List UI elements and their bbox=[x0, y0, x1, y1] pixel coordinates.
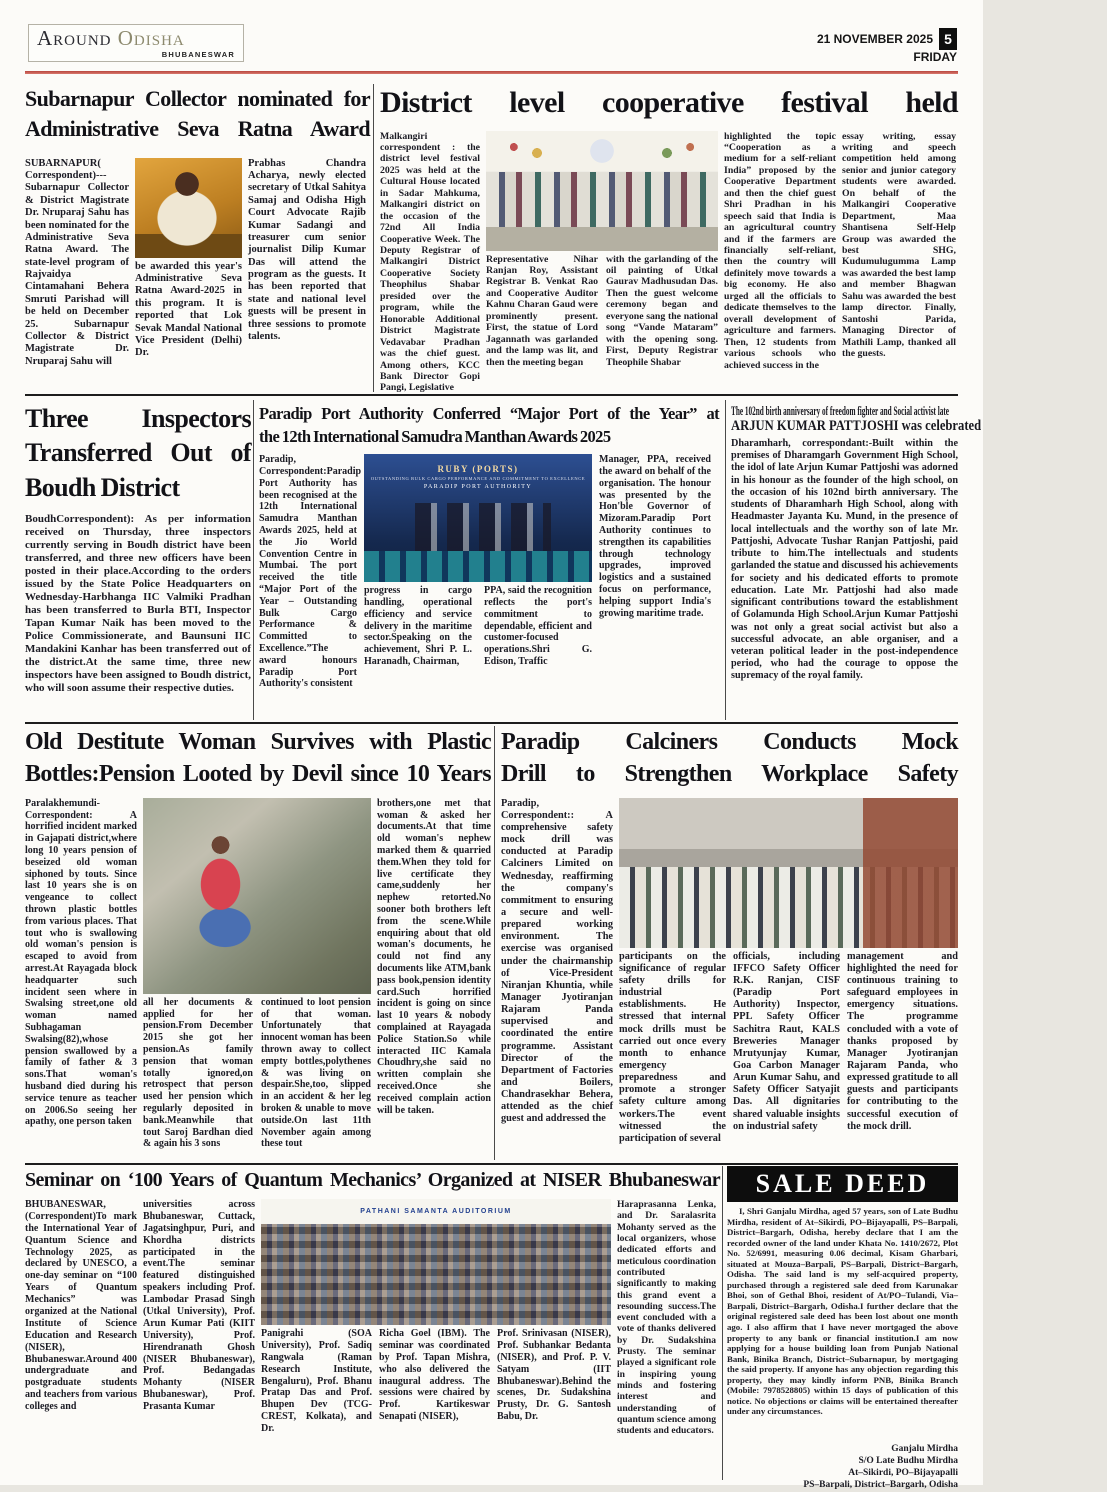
page-number: 5 bbox=[939, 28, 957, 50]
drill-col2: participants on the significance of regular safety drills for industrial establishments. He stressed that internal mock drills must be carried out once every month to enhance emergency preparedness and promote a stronger safety culture among workers.The event witnessed the participation of several bbox=[619, 950, 726, 1144]
cooperative-festival-photo bbox=[486, 131, 718, 251]
drill-body bbox=[501, 798, 958, 1152]
award-middle-col bbox=[135, 158, 242, 378]
article-pattjoshi bbox=[731, 402, 982, 718]
port-under-photo bbox=[364, 585, 592, 713]
article-cooperative bbox=[380, 84, 958, 392]
pension-headline-line2: Bottles:Pension Looted by Devil since 10 Years bbox=[25, 761, 491, 788]
collector-photo bbox=[135, 158, 242, 258]
article-pension bbox=[25, 726, 491, 1160]
sale-deed-notice bbox=[727, 1166, 958, 1490]
brand-city: BHUBANESWAR bbox=[161, 50, 235, 59]
award-col3: Prabhas Chandra Acharya, newly elected secretary of Utkal Sahitya Samaj and Odisha High Court Advocate Rajib Kumar Sadangi and treasurer cum senior journalist Dilip Kumar Das will attend the program as the guests. It has been reported that state and national level guests will be present in three sessions to promote talents. bbox=[248, 157, 366, 342]
pattjoshi-title-wrap bbox=[731, 417, 982, 436]
coop-headline: District level cooperative festival held bbox=[380, 86, 958, 119]
pattjoshi-title: ARJUN KUMAR PATTJOSHI was celebrated bbox=[731, 418, 982, 434]
auditorium-photo bbox=[261, 1199, 611, 1325]
sale-deed-sig4: PS–Barpali, District–Bargarh, Odisha bbox=[803, 1479, 958, 1490]
pension-col4: brothers,one met that woman & asked her documents.At that time old woman's nephew marked them & quarried them.When they told for live certificate they came,suddenly her nephew retorted.No sooner both brothers left from the scene.While enquiring about that old woman's documents, he could not find any documents like ATM,bank pass book,pension identity card.Such horrified incident is going on since last 10 years & nobody complained at Rayagada Police Station.So while interacted IIC Kamala Choudhry,she said no written complain she received.Once she received complain action will be taken. bbox=[377, 797, 491, 1116]
column-rule-mid-right bbox=[725, 400, 726, 720]
column-rule-bottom bbox=[722, 1166, 723, 1480]
brand-around: Around bbox=[37, 26, 118, 50]
article-inspectors bbox=[25, 402, 251, 718]
port-col4: Manager, PPA, received the award on behalf of the organisation. The honour was presented by the Hon'ble Governor of Mizoram.Paradip Port Authority continues to strengthen its capabilities through technology upgrades, improved logistics and a sustained focus on performance, helping support India's growing maritime trade. bbox=[599, 454, 711, 619]
pension-col3: continued to loot pension of that woman. Unfortunately that innocent woman has been thrown away to collect empty bottles,polythenes & was living on despair.She,too, slipped in an accident & her leg broken & unable to move outside.On last 11th November again among these tout bbox=[261, 996, 371, 1150]
quantum-col4: Richa Goel (IBM). The seminar was coordinated by Prof. Tapan Mishra, who also delivered the inaugural address. The sessions were chaired by Prof. Kartikeswar Senapati (NISER), bbox=[379, 1328, 490, 1423]
quantum-col3: Panigrahi (SOA University), Prof. Sadiq Rangwala (Raman Research Institute, Bengaluru), Prof. Bhanu Pratap Das and Prof. Bhupen Dev (TCG-CREST, Kolkata), and Dr. bbox=[261, 1328, 372, 1435]
inspectors-headline-line3: Boudh District bbox=[25, 472, 180, 502]
port-headline-line2: the 12th International Samudra Manthan Awards 2025 bbox=[259, 427, 611, 447]
port-photo-people bbox=[405, 503, 551, 557]
auditorium-crowd bbox=[261, 1224, 611, 1325]
coop-col3: with the garlanding of the oil painting of Utkal Gaurav Madhusudan Das. Then the guest welcome ceremony began and everyone sang the national song “Vande Mataram” with the opening song. First, Deputy Registrar Theophile Shabar bbox=[606, 253, 718, 368]
coop-col1: Malkangiri correspondent : the district level festival 2025 was held at the Cultural House located in Sadar Mahkuma, Malkangiri district on the occasion of the 72nd All India Cooperative Week. The Deputy Registrar of Malkangiri District Cooperative Society Theophilus Shabar presided over the program, while the Honorable Additional District Magistrate Vedavabar Pradhan was the chief guest. Among others, KCC Bank Director Gopi Pangi, Legislative bbox=[380, 130, 480, 394]
section-rule-1 bbox=[25, 394, 958, 396]
sale-deed-sig1: Ganjalu Mirdha bbox=[891, 1444, 958, 1454]
pattjoshi-kicker: The 102nd birth anniversary of freedom fighter and Social activist late bbox=[731, 404, 950, 418]
pattjoshi-kicker-wrap bbox=[731, 402, 958, 417]
mock-drill-photo bbox=[619, 798, 958, 948]
inspectors-body: BoudhCorrespondent): As per information received on Thursday, three inspectors currently serving in Boudh district have been transferred, and three new officers have been posted in their place.According to the orders issued by the State Police Headquarters on Wednesday-Harbhanga IIC Valmiki Pradhan has been transferred to Burla BTI, Inspector Tapan Kumar Naik has been moved to the Police Commissionerate, and Baunsuni IIC Mandakini Kanhar has been transferred out of the district.At the same time, three new inspectors have been assigned to Boudh district, who will soon assume their respective duties. bbox=[25, 512, 251, 694]
auditorium-banner: PATHANI SAMANTA AUDITORIUM bbox=[261, 1199, 611, 1224]
quantum-col1: BHUBANESWAR, (Correspondent)To mark the International Year of Quantum Science and Technology 2025, as declared by UNESCO, a one-day seminar on “100 Years of Quantum Mechanics” was organized at the National Institute of Science Education and Research (NISER), Bhubaneswar.Around 400 undergraduate and postgraduate students and teachers from various colleges and bbox=[25, 1199, 137, 1413]
coop-col2: Representative Nihar Ranjan Roy, Assistant Registrar B. Venkat Rao and Cooperative Auditor Kahnu Charan Gaud were prominently present. First, the statue of Lord Jagannath was garlanded and the lamp was lit, and then the meeting began bbox=[486, 253, 598, 368]
coop-col5: essay writing, essay writing and speech competition held among senior and junior category students were awarded. On behalf of the Malkangiri Cooperative Department, Maa Shantisena Self-Help Group was awarded the best SHG, Kudumulugumma Lamp was awarded the best lamp and member Bhagwan Sahu was awarded the best lamp director. Finally, Santoshi Parida, Managing Director of Mathili Lamp, thanked all the guests. bbox=[842, 130, 956, 360]
drill-headline-line2: Drill to Strengthen Workplace Safety bbox=[501, 761, 958, 788]
port-photo-banner bbox=[364, 464, 592, 490]
sale-deed-body: I, Shri Ganjalu Mirdha, aged 57 years, son of Late Budhu Mirdha, resident of At–Sikirdi, PO–Bijayapalli, PS–Barpali, District–Bargarh, Odisha, hereby declare that I am the recorded owner of the land under Khata No. 1410/2672, Plot No. 52/6991, measuring 0.06 decimal, Kisam Gharbari, situated at Mouza–Barpali, PS–Barpali, District–Bargarh, Odisha. The said land is my self-acquired property, purchased through a registered sale deed from Karunakar Bhoi, son of Gethal Bhoi, resident of At/PO–Tulandi, Via–Barpali, District–Bargarh, Odisha.I further declare that the original registered sale deed has been lost about one month ago. I also affirm that I have never mortgaged the above property to any bank or financial institution.I am now applying for a house building loan from Punjab National Bank, Binika Branch, District–Subarnapur, by mortgaging the said property. If anyone has any objection regarding this property, they may kindly inform PNB, Binika Branch (Mobile: 7978528805) within 15 days of publication of this notice. No objections or claims will be entertained thereafter under any circumstances. bbox=[727, 1206, 958, 1417]
pension-col1: Paralakhemundi-Correspondent: A horrified incident marked in Gajapati district,where long 10 years pension of beseized old woman siphoned by touts. Since last 10 years she is on vengeance to collect thrown plastic bottles from various places. That tout who is swallowing old woman's pension is escaped to avoid from arrest.At Rayagada block headquarter such incident seen where in Swalsing street,one old woman named Subhagaman Swalsing(82),whose pension swallowed by a family of father & 3 sons.That woman's husband died during his service tenure as teacher on 2006.So seeing her apathy, one person taken bbox=[25, 797, 137, 1128]
drill-headline-line1: Paradip Calciners Conducts Mock bbox=[501, 729, 958, 755]
pension-headline-line1: Old Destitute Woman Survives with Plastic bbox=[25, 729, 491, 755]
section-rule-2 bbox=[25, 722, 958, 724]
pattjoshi-body: Dharamharh, correspondant:-Built within the premises of Dharamgarh Government High School, the idol of late Arjun Kumar Pattjoshi was adorned in his honour as the founder of the high school, on the occasion of his 102nd birth anniversary. The students of Dharamharh High School, along with Headmaster Jayanta Ku. Mund, in the presence of local intellectuals and the worthy son of late Mr. Pattjoshi, Advocate Tushar Ranjan Pattjoshi, paid tribute to him.The intellectuals and students garlanded the statue and discussed his achievements for society and his dedicated efforts to promote education. Late Mr. Pattjoshi had also made significant contributions toward the establishment of Golamunda High School.Arjun Kumar Pattjoshi was not only a great social activist but also a successful advocate, an able organiser, and a veteran political leader in the post-independence period, who had the courage to oppose the supremacy of the royal family. bbox=[731, 438, 958, 682]
article-quantum bbox=[25, 1166, 720, 1480]
award-body bbox=[25, 158, 370, 378]
quantum-middle-col bbox=[261, 1199, 611, 1477]
award-col1: SUBARNAPUR( Correspondent)--- Subarnapur Collector & District Magistrate Dr. Nruparaj Sahu has been nominated for the Administrative Seva Ratna Award. The state-level program of Rajvaidya Cintamahani Behera Smruti Parishad will be held on December 25. Subarnapur Collector & District Magistrate Dr. Nruparaj Sahu will bbox=[25, 157, 129, 367]
port-photo-chairs bbox=[364, 551, 592, 582]
coop-under-photo bbox=[486, 254, 718, 384]
inspectors-headline-line1: Three Inspectors bbox=[25, 404, 251, 433]
brand-odisha: Odisha bbox=[117, 26, 185, 50]
port-middle-col bbox=[364, 454, 592, 716]
drill-under-photo bbox=[619, 951, 958, 1149]
pension-col2: all her documents & applied for her pension.From December 2015 she got her pension.As family pension that woman totally ignored,on retrospect that person used her pension which regularly deposited in bank.Meanwhile that tout Saroj Bardhan died & again his 3 sons bbox=[143, 996, 253, 1150]
pension-middle-col bbox=[143, 798, 371, 1152]
weekday: FRIDAY bbox=[913, 50, 957, 64]
quantum-under-photo bbox=[261, 1328, 611, 1476]
port-headline-line1: Paradip Port Authority Conferred “Major Port of the Year” at bbox=[259, 404, 719, 423]
article-drill bbox=[501, 726, 958, 1160]
brand-title bbox=[37, 26, 235, 50]
award-col2: be awarded this year's Administrative Seva Ratna Award-2025 in this program. It is reported that Lok Sevak Mandal National Vice President (Delhi) Dr. bbox=[135, 260, 242, 359]
masthead-rule bbox=[25, 71, 958, 74]
port-col2: progress in cargo handling, operational efficiency and service delivery in the maritime sector.Speaking on the achievement, Shri P. L. Haranadh, Chairman, bbox=[364, 585, 472, 667]
quantum-col2: universities across Bhubaneswar, Cuttack, Jagatsinghpur, Puri, and Khordha districts participated in the event.The seminar featured distinguished speakers including Prof. Lambodar Prasad Singh (Utkal University), Prof. Arun Kumar Pati (KIIT University), Prof. Hirendranath Ghosh (NISER Bhubaneswar), Prof. Bedangadas Mohanty (NISER Bhubaneswar), Prof. Prasanta Kumar bbox=[143, 1199, 255, 1413]
sale-deed-title: SALE DEED bbox=[727, 1166, 958, 1202]
old-woman-photo bbox=[143, 798, 371, 994]
article-award bbox=[25, 84, 370, 392]
drill-col1: Paradip, Correspondent:: A comprehensive safety mock drill was conducted at Paradip Calciners Limited on Wednesday, reaffirming the company's commitment to ensuring a secure and well-prepared working environment. The exercise was organised under the chairmanship of Vice-President Niranjan Khuntia, while Manager Jyotiranjan Rajaram Panda supervised and coordinated the entire programme. Assistant Director of the Department of Factories and Boilers, Chandrasekhar Behera, attended as the chief guest and addressed the bbox=[501, 797, 613, 1125]
column-rule-lower bbox=[494, 726, 495, 1160]
inspectors-headline-line2: Transferred Out of bbox=[25, 438, 251, 468]
pension-under-photo bbox=[143, 997, 371, 1149]
port-col1: Paradip, Correspondent:Paradip Port Authority has been recognised at the 12th International Samudra Manthan Awards 2025, held at the Jio World Convention Centre in Mumbai. The port received the title “Major Port of the Year – Outstanding Bulk Cargo Performance & Committed to Excellence.”The award honours Paradip Port Authority's consistent bbox=[259, 454, 362, 690]
port-award-photo bbox=[364, 454, 592, 582]
festival-banner-decoration bbox=[486, 131, 718, 172]
port-photo-org: PARADIP PORT AUTHORITY bbox=[423, 484, 533, 491]
coop-middle-col bbox=[486, 131, 718, 384]
port-col3: PPA, said the recognition reflects the port's commitment to dependable, efficient and customer-focused operations.Shri G. Edison, Traffic bbox=[484, 585, 592, 667]
drill-col4: management and highlighted the need for continuous training to safeguard employees in emergency situations. The programme concluded with a vote of thanks proposed by Manager Jyotiranjan Rajaram Panda, who expressed gratitude to all guests and participants for contributing to the successful execution of the mock drill. bbox=[847, 950, 958, 1132]
quantum-col6: Haraprasanna Lenka, and Dr. Saralasrita Mohanty served as the local organizers, whose dedicated efforts and meticulous coordination contributed significantly to making this grand event a resounding success.The event concluded with a vote of thanks delivered by Dr. Sudakshina Prusty. The seminar played a significant role in inspiring young minds and fostering interest and understanding of quantum science among students and educators. bbox=[617, 1199, 716, 1437]
quantum-body bbox=[25, 1199, 720, 1477]
sale-deed-sig3: At–Sikirdi, PO–Bijayapalli bbox=[848, 1467, 958, 1478]
pension-body bbox=[25, 798, 491, 1152]
port-body bbox=[259, 454, 719, 716]
column-rule-top bbox=[373, 84, 374, 392]
port-photo-title: RUBY (PORTS) bbox=[437, 464, 519, 475]
column-rule-mid-left bbox=[253, 400, 254, 720]
quantum-col5: Prof. Srinivasan (NISER), Prof. Subhankar Bedanta (NISER), and Prof. P. V. Satyam (IIT Bhubaneswar).Behind the scenes, Dr. Sudakshina Prusty, Dr. G. Santosh Babu, Dr. bbox=[497, 1328, 611, 1423]
port-photo-subtitle: OUTSTANDING BULK CARGO PERFORMANCE AND COMMITMENT TO EXCELLENCE bbox=[370, 476, 586, 482]
coop-col4: highlighted the topic “Cooperation as a medium for a self-reliant India” proposed by the Cooperative Department and then the chief guest Shri Pradhan in his speech said that India is an agricultural country and if the farmers are financially self-reliant, then the country will definitely move towards a big economy. He also urged all the officials to dedicate themselves to the overall development of agriculture and farmers. Then, 12 students from various schools who achieved success in the bbox=[724, 130, 836, 371]
coop-body bbox=[380, 130, 958, 394]
article-port bbox=[259, 402, 719, 718]
drill-right-col bbox=[619, 798, 958, 1152]
quantum-headline: Seminar on ‘100 Years of Quantum Mechanics’ Organized at NISER Bhubaneswar bbox=[25, 1169, 720, 1191]
award-headline-line2: Administrative Seva Ratna Award bbox=[25, 116, 370, 142]
award-headline-line1: Subarnapur Collector nominated for bbox=[25, 86, 370, 111]
issue-date: 21 NOVEMBER 2025 bbox=[816, 32, 933, 46]
drill-col3: officials, including IFFCO Safety Officer R.K. Ranjan, CISF (Paradip Port Authority) Inspector, PPL Safety Officer Sachitra Raut, KALS Breweries Manager Mrutyunjay Kumar, Goa Carbon Manager Arun Kumar Sahu, and Safety Officer Satyajit Das. All dignitaries shared valuable insights on industrial safety bbox=[733, 950, 840, 1132]
sale-deed-sig2: S/O Late Budhu Mirdha bbox=[858, 1455, 958, 1466]
section-rule-3 bbox=[25, 1163, 958, 1165]
masthead-logo bbox=[28, 24, 244, 62]
